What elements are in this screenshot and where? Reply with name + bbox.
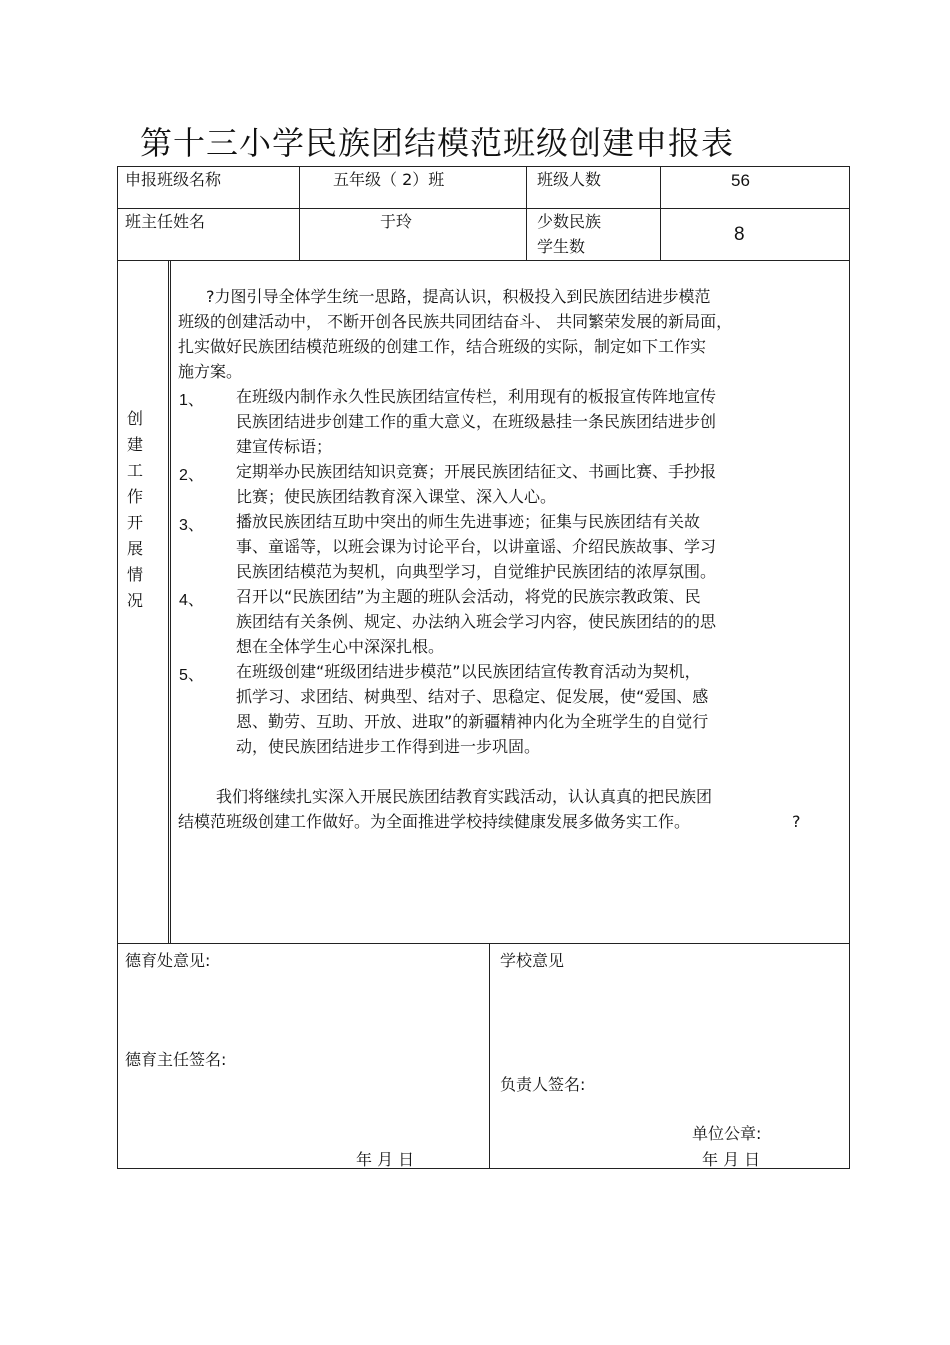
closing-line: 结模范班级创建工作做好。为全面推进学校持续健康发展多做务实工作。 — [178, 812, 691, 831]
side-char: 展 — [126, 539, 143, 558]
item-number: 1、 — [179, 392, 204, 409]
school-opinion-label: 学校意见 — [500, 951, 565, 970]
moral-date: 年 月 日 — [356, 1150, 415, 1169]
item-line: 想在全体学生心中深深扎根。 — [236, 637, 445, 656]
intro-line: 施方案。 — [178, 362, 243, 381]
item-line: 在班级内制作永久性民族团结宣传栏，利用现有的板报宣传阵地宣传 — [236, 387, 717, 406]
item-line: 播放民族团结互助中突出的师生先进事迹；征集与民族团结有关故 — [236, 512, 701, 531]
item-number: 2、 — [179, 467, 204, 484]
intro-line: 扎实做好民族团结模范班级的创建工作，结合班级的实际，制定如下工作实 — [178, 337, 707, 356]
side-char: 况 — [126, 591, 143, 610]
class-size-label: 班级人数 — [537, 170, 602, 189]
section-side-label — [126, 406, 144, 614]
item-line: 在班级创建“班级团结进步模范”以民族团结宣传教育活动为契机， — [236, 662, 701, 681]
class-name-label: 申报班级名称 — [125, 170, 222, 189]
side-char: 开 — [126, 513, 143, 532]
side-char: 作 — [126, 487, 143, 506]
class-size-value: 56 — [731, 171, 750, 190]
item-line: 动，使民族团结进步工作得到进一步巩固。 — [236, 737, 541, 756]
closing-mark: ? — [792, 812, 801, 831]
teacher-label: 班主任姓名 — [125, 212, 206, 231]
closing-line: 我们将继续扎实深入开展民族团结教育实践活动，认认真真的把民族团 — [216, 787, 713, 806]
side-char: 情 — [126, 565, 143, 584]
side-char: 创 — [126, 409, 143, 428]
minority-label-line1: 少数民族 — [537, 212, 602, 231]
item-number: 4、 — [179, 592, 204, 609]
minority-label-line2: 学生数 — [537, 237, 586, 256]
moral-director-signature-label: 德育主任签名: — [125, 1050, 227, 1069]
intro-line: ?力图引导全体学生统一思路，提高认识，积极投入到民族团结进步模范 — [206, 287, 711, 306]
item-line: 抓学习、求团结、树典型、结对子、思稳定、促发展，使“爱国、感 — [236, 687, 709, 706]
item-line: 事、童谣等，以班会课为讨论平台，以讲童谣、介绍民族故事、学习 — [236, 537, 717, 556]
minority-value: 8 — [734, 224, 745, 245]
school-date: 年 月 日 — [702, 1150, 761, 1169]
page-title: 第十三小学民族团结模范班级创建申报表 — [140, 124, 735, 162]
intro-line: 班级的创建活动中， 不断开创各民族共同团结奋斗、 共同繁荣发展的新局面， — [178, 312, 733, 331]
item-line: 民族团结模范为契机，向典型学习，自觉维护民族团结的浓厚氛围。 — [236, 562, 717, 581]
unit-seal-label: 单位公章: — [692, 1124, 762, 1143]
item-number: 3、 — [179, 517, 204, 534]
class-name-value: 五年级（ 2）班 — [333, 170, 445, 189]
item-number: 5、 — [179, 667, 204, 684]
item-line: 恩、勤劳、互助、开放、进取”的新疆精神内化为全班学生的自觉行 — [236, 712, 709, 731]
item-line: 民族团结进步创建工作的重大意义，在班级悬挂一条民族团结进步创 — [236, 412, 717, 431]
item-line: 比赛；使民族团结教育深入课堂、深入人心。 — [236, 487, 557, 506]
item-line: 定期举办民族团结知识竞赛；开展民族团结征文、书画比赛、手抄报 — [236, 462, 717, 481]
side-char: 建 — [126, 435, 143, 454]
item-line: 建宣传标语； — [236, 437, 333, 456]
moral-office-label: 德育处意见: — [125, 951, 211, 970]
teacher-value: 于玲 — [380, 212, 413, 231]
side-char: 工 — [126, 461, 143, 480]
responsible-signature-label: 负责人签名: — [500, 1075, 586, 1094]
item-line: 族团结有关条例、规定、办法纳入班会学习内容，使民族团结的的思 — [236, 612, 717, 631]
item-line: 召开以“民族团结”为主题的班队会活动，将党的民族宗教政策、民 — [236, 587, 701, 606]
